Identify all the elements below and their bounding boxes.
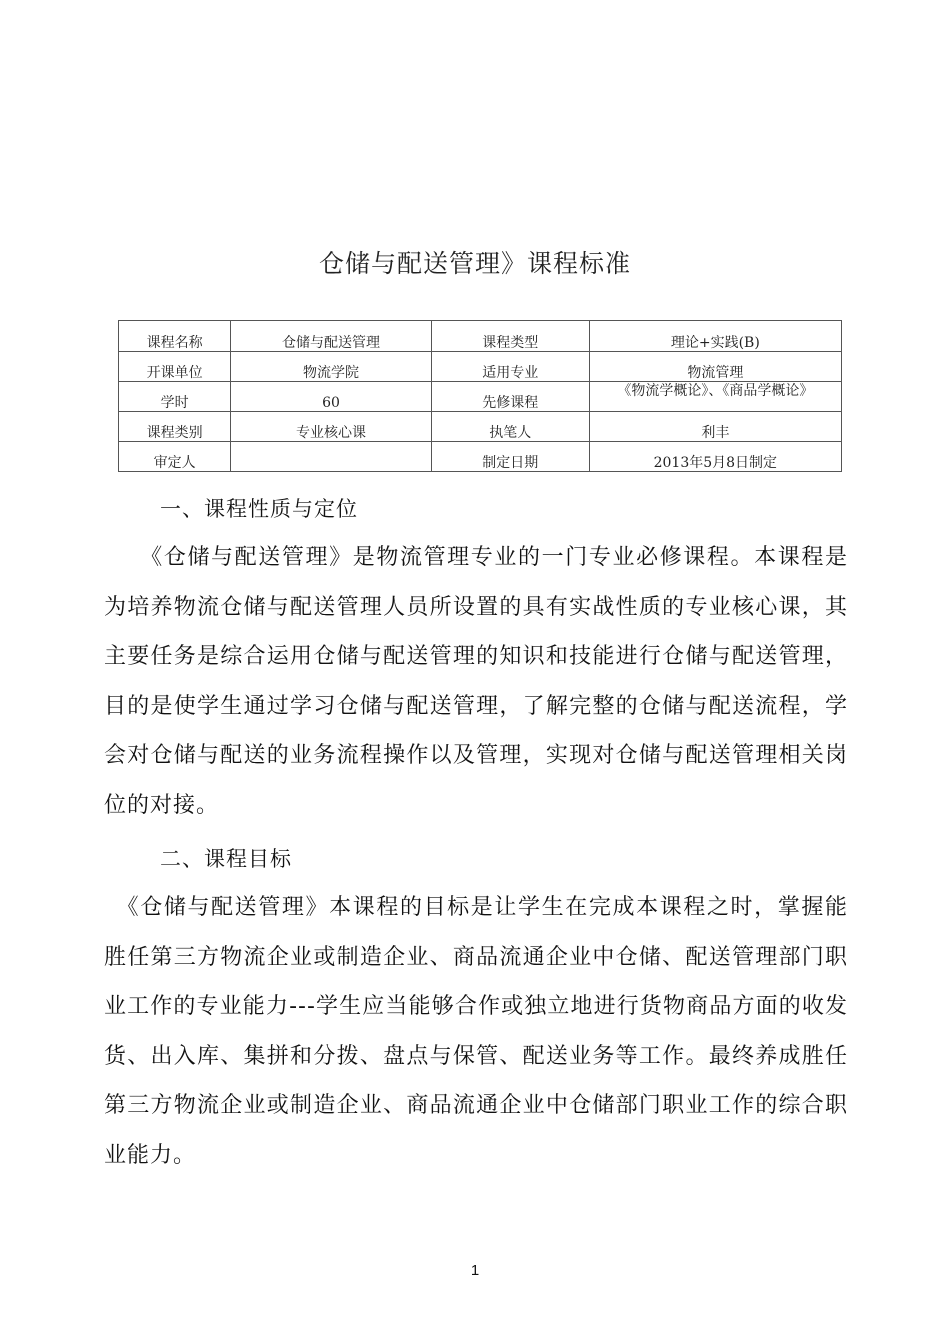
table-cell: 适用专业 (431, 352, 589, 382)
document-title: 仓储与配送管理》课程标准 (318, 249, 631, 278)
table-cell: 仓储与配送管理 (231, 321, 432, 352)
prerequisite-courses: 《物流学概论》、《商品学概论》 (617, 383, 814, 399)
page-number: 1 (470, 1262, 480, 1279)
table-cell: 学时 (119, 382, 231, 412)
table-cell: 课程类型 (431, 321, 589, 352)
table-cell: 专业核心课 (231, 412, 432, 442)
section-heading: 二、课程目标 (160, 847, 292, 871)
table-row (119, 352, 842, 382)
table-cell: 理论+实践(B) (589, 321, 841, 352)
table-cell: 课程类别 (119, 412, 231, 442)
table-cell: 制定日期 (431, 442, 589, 472)
section-paragraph: 《仓储与配送管理》本课程的目标是让学生在完成本课程之时，掌握能胜任第三方物流企业或制造企业、商品流通企业中仓储、配送管理部门职业工作的专业能力---学生应当能够合作或独立地进行货物商品方面的收发货、出入库、集拼和分拨、盘点与保管、配送业务等工作。最终养成胜任第三方物流企业或制造企业、商品流通企业中仓储部门职业工作的综合职业能力。 (104, 895, 848, 1168)
table-cell (231, 442, 432, 472)
table-cell: 先修课程 (431, 382, 589, 412)
table-cell: 执笔人 (431, 412, 589, 442)
table-cell: 物流管理 (589, 352, 841, 382)
section-heading: 一、课程性质与定位 (160, 497, 358, 521)
course-info-table (118, 320, 842, 472)
table-row (119, 442, 842, 472)
table-cell: 开课单位 (119, 352, 231, 382)
table-row (119, 321, 842, 352)
table-cell (589, 382, 841, 412)
table-cell: 物流学院 (231, 352, 432, 382)
table-cell: 利丰 (589, 412, 841, 442)
table-cell: 60 (231, 382, 432, 412)
section-paragraph: 《仓储与配送管理》是物流管理专业的一门专业必修课程。本课程是为培养物流仓储与配送管理人员所设置的具有实战性质的专业核心课，其主要任务是综合运用仓储与配送管理的知识和技能进行仓储与配送管理，目的是使学生通过学习仓储与配送管理，了解完整的仓储与配送流程，学会对仓储与配送的业务流程操作以及管理，实现对仓储与配送管理相关岗位的对接。 (104, 545, 848, 818)
table-cell: 2013年5月8日制定 (589, 442, 841, 472)
table-row (119, 382, 842, 412)
table-cell: 审定人 (119, 442, 231, 472)
table-row (119, 412, 842, 442)
table-cell: 课程名称 (119, 321, 231, 352)
